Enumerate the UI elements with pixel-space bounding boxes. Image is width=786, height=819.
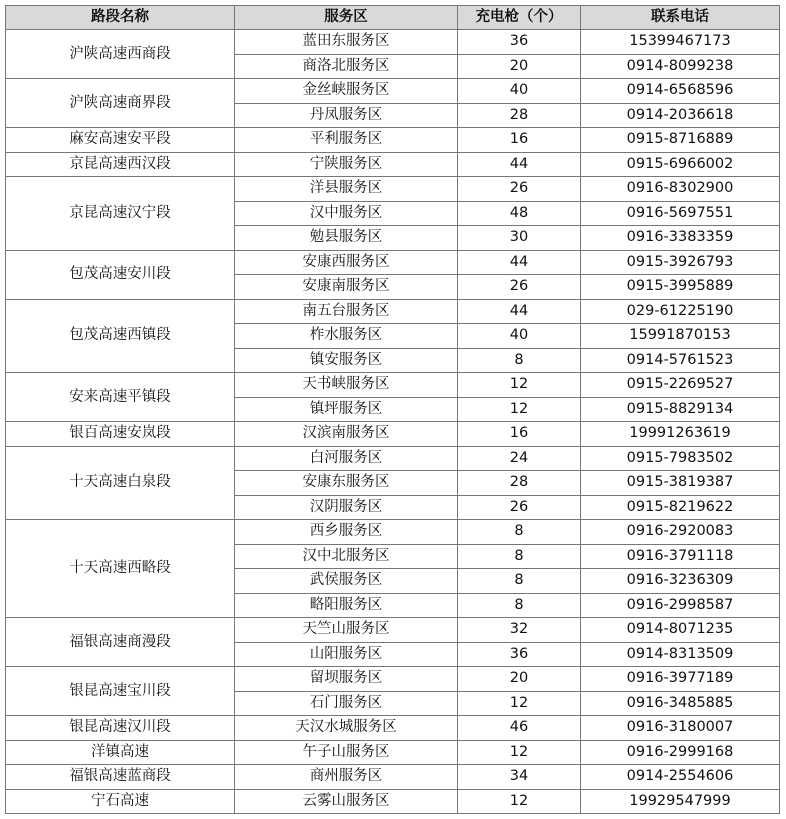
chargers-cell: 46 xyxy=(458,716,581,741)
chargers-cell: 12 xyxy=(458,397,581,422)
chargers-cell: 20 xyxy=(458,667,581,692)
phone-cell: 0915-3819387 xyxy=(581,471,780,496)
chargers-cell: 40 xyxy=(458,79,581,104)
phone-cell: 0915-8716889 xyxy=(581,128,780,153)
table-row xyxy=(6,618,780,643)
segment-cell: 沪陕高速商界段 xyxy=(6,79,235,128)
service-area-cell: 宁陕服务区 xyxy=(235,152,458,177)
segment-cell: 银昆高速宝川段 xyxy=(6,667,235,716)
table-row xyxy=(6,765,780,790)
chargers-cell: 44 xyxy=(458,152,581,177)
phone-cell: 0915-8219622 xyxy=(581,495,780,520)
phone-cell: 0916-3485885 xyxy=(581,691,780,716)
chargers-cell: 28 xyxy=(458,471,581,496)
chargers-cell: 12 xyxy=(458,789,581,814)
phone-cell: 0915-7983502 xyxy=(581,446,780,471)
chargers-cell: 26 xyxy=(458,275,581,300)
segment-cell: 沪陕高速西商段 xyxy=(6,30,235,79)
service-area-cell: 略阳服务区 xyxy=(235,593,458,618)
table-row xyxy=(6,422,780,447)
chargers-cell: 16 xyxy=(458,422,581,447)
segment-cell: 京昆高速西汉段 xyxy=(6,152,235,177)
segment-cell: 十天高速西略段 xyxy=(6,520,235,618)
service-area-cell: 洋县服务区 xyxy=(235,177,458,202)
chargers-cell: 28 xyxy=(458,103,581,128)
service-area-cell: 丹凤服务区 xyxy=(235,103,458,128)
table-body xyxy=(6,30,780,814)
table-row xyxy=(6,373,780,398)
chargers-cell: 12 xyxy=(458,740,581,765)
phone-cell: 0914-8071235 xyxy=(581,618,780,643)
segment-cell: 安来高速平镇段 xyxy=(6,373,235,422)
chargers-cell: 34 xyxy=(458,765,581,790)
phone-cell: 0915-3995889 xyxy=(581,275,780,300)
phone-cell: 0914-8099238 xyxy=(581,54,780,79)
phone-cell: 0916-3791118 xyxy=(581,544,780,569)
service-area-cell: 商洛北服务区 xyxy=(235,54,458,79)
phone-cell: 0916-3236309 xyxy=(581,569,780,594)
phone-cell: 0914-2554606 xyxy=(581,765,780,790)
phone-cell: 0915-3926793 xyxy=(581,250,780,275)
service-area-cell: 汉中服务区 xyxy=(235,201,458,226)
service-area-cell: 留坝服务区 xyxy=(235,667,458,692)
chargers-cell: 24 xyxy=(458,446,581,471)
phone-cell: 15399467173 xyxy=(581,30,780,55)
chargers-cell: 40 xyxy=(458,324,581,349)
header-chargers: 充电枪（个） xyxy=(458,6,581,30)
segment-cell: 银昆高速汉川段 xyxy=(6,716,235,741)
service-area-cell: 安康西服务区 xyxy=(235,250,458,275)
chargers-cell: 26 xyxy=(458,177,581,202)
chargers-cell: 20 xyxy=(458,54,581,79)
phone-cell: 0916-2999168 xyxy=(581,740,780,765)
table-row xyxy=(6,789,780,814)
phone-cell: 19929547999 xyxy=(581,789,780,814)
chargers-cell: 8 xyxy=(458,544,581,569)
chargers-cell: 12 xyxy=(458,691,581,716)
header-service-area: 服务区 xyxy=(235,6,458,30)
chargers-cell: 8 xyxy=(458,348,581,373)
chargers-cell: 8 xyxy=(458,593,581,618)
service-area-cell: 镇安服务区 xyxy=(235,348,458,373)
phone-cell: 0915-6966002 xyxy=(581,152,780,177)
phone-cell: 0916-5697551 xyxy=(581,201,780,226)
service-area-cell: 午子山服务区 xyxy=(235,740,458,765)
segment-cell: 福银高速商漫段 xyxy=(6,618,235,667)
service-area-cell: 商州服务区 xyxy=(235,765,458,790)
service-area-cell: 柞水服务区 xyxy=(235,324,458,349)
chargers-cell: 44 xyxy=(458,250,581,275)
charging-stations-table xyxy=(5,5,780,814)
segment-cell: 包茂高速安川段 xyxy=(6,250,235,299)
table-row xyxy=(6,30,780,55)
phone-cell: 029-61225190 xyxy=(581,299,780,324)
charging-table-container xyxy=(5,5,780,814)
phone-cell: 0914-8313509 xyxy=(581,642,780,667)
phone-cell: 0914-5761523 xyxy=(581,348,780,373)
chargers-cell: 12 xyxy=(458,373,581,398)
chargers-cell: 8 xyxy=(458,520,581,545)
segment-cell: 洋镇高速 xyxy=(6,740,235,765)
table-row xyxy=(6,520,780,545)
table-row xyxy=(6,299,780,324)
service-area-cell: 汉中北服务区 xyxy=(235,544,458,569)
service-area-cell: 云雾山服务区 xyxy=(235,789,458,814)
segment-cell: 包茂高速西镇段 xyxy=(6,299,235,373)
segment-cell: 宁石高速 xyxy=(6,789,235,814)
chargers-cell: 30 xyxy=(458,226,581,251)
service-area-cell: 镇坪服务区 xyxy=(235,397,458,422)
service-area-cell: 西乡服务区 xyxy=(235,520,458,545)
chargers-cell: 44 xyxy=(458,299,581,324)
phone-cell: 0915-8829134 xyxy=(581,397,780,422)
table-header-row xyxy=(6,6,780,30)
service-area-cell: 天书峡服务区 xyxy=(235,373,458,398)
table-row xyxy=(6,128,780,153)
segment-cell: 麻安高速安平段 xyxy=(6,128,235,153)
phone-cell: 0916-8302900 xyxy=(581,177,780,202)
service-area-cell: 南五台服务区 xyxy=(235,299,458,324)
service-area-cell: 石门服务区 xyxy=(235,691,458,716)
table-row xyxy=(6,667,780,692)
phone-cell: 0914-6568596 xyxy=(581,79,780,104)
service-area-cell: 武侯服务区 xyxy=(235,569,458,594)
table-row xyxy=(6,79,780,104)
table-row xyxy=(6,716,780,741)
header-segment: 路段名称 xyxy=(6,6,235,30)
chargers-cell: 8 xyxy=(458,569,581,594)
service-area-cell: 金丝峡服务区 xyxy=(235,79,458,104)
service-area-cell: 汉滨南服务区 xyxy=(235,422,458,447)
service-area-cell: 汉阴服务区 xyxy=(235,495,458,520)
service-area-cell: 天竺山服务区 xyxy=(235,618,458,643)
phone-cell: 0916-2920083 xyxy=(581,520,780,545)
chargers-cell: 26 xyxy=(458,495,581,520)
header-phone: 联系电话 xyxy=(581,6,780,30)
phone-cell: 19991263619 xyxy=(581,422,780,447)
chargers-cell: 16 xyxy=(458,128,581,153)
phone-cell: 0916-3180007 xyxy=(581,716,780,741)
service-area-cell: 安康南服务区 xyxy=(235,275,458,300)
table-row xyxy=(6,152,780,177)
chargers-cell: 48 xyxy=(458,201,581,226)
table-row xyxy=(6,446,780,471)
phone-cell: 15991870153 xyxy=(581,324,780,349)
chargers-cell: 32 xyxy=(458,618,581,643)
service-area-cell: 蓝田东服务区 xyxy=(235,30,458,55)
phone-cell: 0915-2269527 xyxy=(581,373,780,398)
service-area-cell: 安康东服务区 xyxy=(235,471,458,496)
chargers-cell: 36 xyxy=(458,30,581,55)
segment-cell: 京昆高速汉宁段 xyxy=(6,177,235,251)
service-area-cell: 天汉水城服务区 xyxy=(235,716,458,741)
segment-cell: 银百高速安岚段 xyxy=(6,422,235,447)
service-area-cell: 白河服务区 xyxy=(235,446,458,471)
segment-cell: 十天高速白泉段 xyxy=(6,446,235,520)
table-row xyxy=(6,740,780,765)
phone-cell: 0916-2998587 xyxy=(581,593,780,618)
service-area-cell: 山阳服务区 xyxy=(235,642,458,667)
phone-cell: 0916-3977189 xyxy=(581,667,780,692)
phone-cell: 0916-3383359 xyxy=(581,226,780,251)
chargers-cell: 36 xyxy=(458,642,581,667)
segment-cell: 福银高速蓝商段 xyxy=(6,765,235,790)
phone-cell: 0914-2036618 xyxy=(581,103,780,128)
service-area-cell: 平利服务区 xyxy=(235,128,458,153)
table-row xyxy=(6,177,780,202)
table-row xyxy=(6,250,780,275)
service-area-cell: 勉县服务区 xyxy=(235,226,458,251)
